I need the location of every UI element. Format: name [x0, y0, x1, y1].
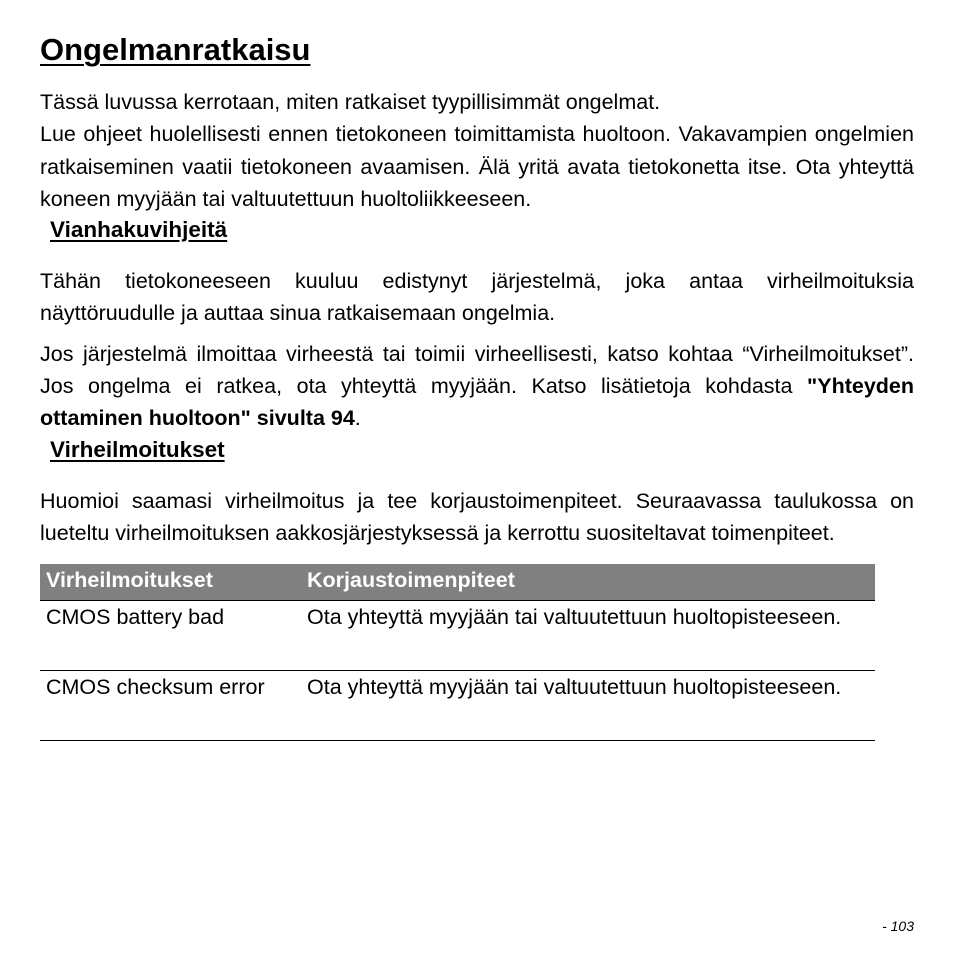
cross-reference-link[interactable]: "Yhteyden ottaminen huoltoon" sivulta 94	[40, 374, 914, 431]
table-row	[40, 671, 875, 741]
intro-paragraph-2: Lue ohjeet huolellisesti ennen tietokoneen toimittamista huoltoon. Vakavampien ongelmien ratkaiseminen vaatii tietokoneen avaamisen. Älä yritä avata tietokonetta itse. Ota yhteyttä koneen myyjään tai valtuutettuun huoltoliikkeeseen.	[40, 122, 914, 211]
error-message-cell: CMOS battery bad	[40, 601, 301, 671]
tips-paragraph-2-end: .	[354, 406, 361, 431]
corrective-action-cell: Ota yhteyttä myyjään tai valtuutettuun huoltopisteeseen.	[301, 601, 875, 671]
error-message-cell: CMOS checksum error	[40, 671, 301, 741]
tips-paragraph-1: Tähän tietokoneeseen kuuluu edistynyt järjestelmä, joka antaa virheilmoituksia näyttöruudulle ja auttaa sinua ratkaisemaan ongelmia.	[40, 269, 914, 326]
section-heading-troubleshooting-tips: Vianhakuvihjeitä	[50, 217, 228, 243]
error-messages-table	[40, 564, 875, 741]
error-messages-paragraph: Huomioi saamasi virheilmoitus ja tee korjaustoimenpiteet. Seuraavassa taulukossa on lueteltu virheilmoituksen aakkosjärjestyksessä ja kerrottu suositeltavat toimenpiteet.	[40, 488, 914, 545]
page-content	[40, 30, 914, 741]
tips-paragraph-2-text: Jos järjestelmä ilmoittaa virheestä tai toimii virheellisesti, katso kohtaa “Virheilmoitukset”. Jos ongelma ei ratkea, ota yhteyttä myyjään. Katso lisätietoja kohdasta	[40, 341, 914, 399]
intro-paragraph-1: Tässä luvussa kerrotaan, miten ratkaiset tyypillisimmät ongelmat.	[40, 90, 661, 114]
tips-paragraph-2	[40, 338, 914, 435]
page-title: Ongelmanratkaisu	[40, 32, 311, 67]
corrective-action-cell: Ota yhteyttä myyjään tai valtuutettuun huoltopisteeseen.	[301, 671, 875, 741]
table-header-cell: Virheilmoitukset	[40, 564, 301, 601]
table-header-row	[40, 564, 875, 601]
table-header-cell: Korjaustoimenpiteet	[301, 564, 875, 601]
page-number: - 103	[882, 918, 914, 934]
table-row	[40, 601, 875, 671]
section-heading-error-messages: Virheilmoitukset	[50, 436, 225, 462]
